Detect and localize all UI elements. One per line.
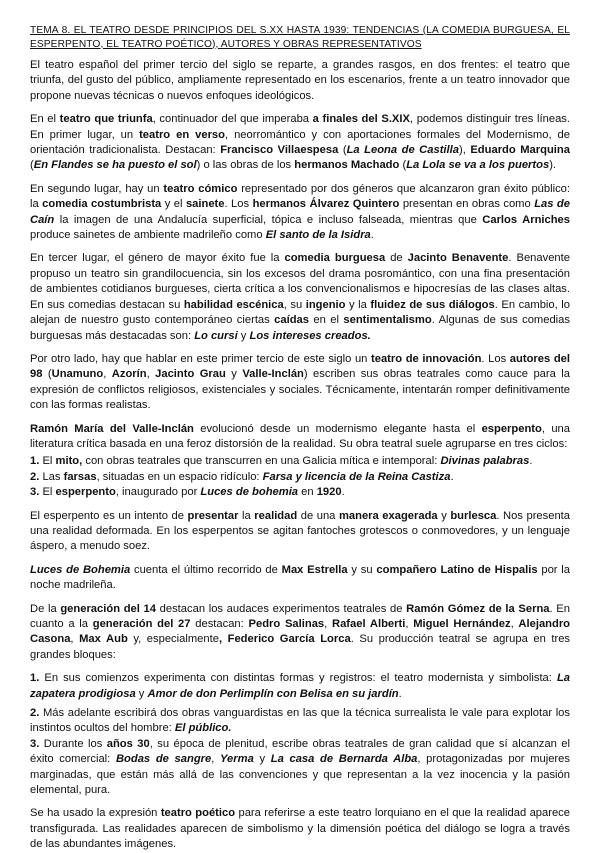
- document-title: TEMA 8. EL TEATRO DESDE PRINCIPIOS DEL S.XX HASTA 1939: TENDENCIAS (LA COMEDIA BURGUESA, EL ESPERPENTO, EL TEATRO POÉTICO), AUTORES Y OBRAS REPRESENTATIVOS: [30, 25, 570, 50]
- list-item-lorca-2: 2. Más adelante escribirá dos obras vanguardistas en las que la técnica surrealista le vale para explotar los instintos ocultos del hombre: El público.: [30, 707, 570, 735]
- paragraph-esperpento: El esperpento es un intento de presentar la realidad de una manera exagerada y burlesca. Nos presenta una realidad deformada. En los esperpentos se agitan fantoches grotescos o conmovedores, y un lenguaje áspero, a menudo soez.: [30, 509, 571, 553]
- paragraph-intro: El teatro español del primer tercio del siglo se reparte, a grandes rasgos, en dos frentes: el teatro que triunfa, del gusto del público, ampliamente representado en los escenarios, frente a un teatro innovador que propone nuevas técnicas o nuevos enfoques ideológicos.: [30, 59, 570, 102]
- list-item-ciclo-3: 3. El esperpento, inaugurado por Luces de bohemia en 1920.: [30, 486, 345, 499]
- paragraph-generaciones: De la generación del 14 destacan los audaces experimentos teatrales de Ramón Gómez de la Serna. En cuanto a la generación del 27 destacan: Pedro Salinas, Rafael Alberti, Miguel Hernández, Alejandro Casona, Max Aub y, especialmente, Federico García Lorca. Su producción teatral se agrupa en tres grandes bloques:: [30, 602, 571, 661]
- paragraph-teatro-innovacion: Por otro lado, hay que hablar en este primer tercio de este siglo un teatro de innovación. Los autores del 98 (Unamuno, Azorín, Jacinto Grau y Valle-Inclán) escriben sus obras teatrales como cauce para la expresión de conflictos religiosos, existenciales y sociales. Técnicamente, intentarán romper definitivamente con las formas realistas.: [30, 352, 570, 412]
- list-item-lorca-1: 1. En sus comienzos experimenta con distintas formas y registros: el teatro modernista y simbolista: La zapatera prodigiosa y Amor de don Perlimplín con Belisa en su jardín.: [30, 672, 570, 700]
- paragraph-teatro-que-triunfa: En el teatro que triunfa, continuador del que imperaba a finales del S.XIX, podemos distinguir tres líneas. En primer lugar, un teatro en verso, neorromántico y con aportaciones formales del Modernismo, de orientación tradicionalista. Destacan: Francisco Villaespesa (La Leona de Castilla), Eduardo Marquina (En Flandes se ha puesto el sol) o las obras de los hermanos Machado (La Lola se va a los puertos).: [30, 113, 570, 172]
- list-item-ciclo-1: 1. El mito, con obras teatrales que transcurren en una Galicia mítica e intemporal: Divinas palabras.: [30, 455, 533, 468]
- paragraph-comedia-burguesa: En tercer lugar, el género de mayor éxito fue la comedia burguesa de Jacinto Benavente. Benavente propuso un teatro sin grandilocuencia, sin los excesos del drama posromántico, con una fina presentación de ambientes cotidianos burgueses, cierta crítica a los convencionalismos e hipocresías de las clases altas. En sus comedias destacan su habilidad escénica, su ingenio y la fluidez de sus diálogos. En cambio, lo alejan de nuestro gusto contemporáneo ciertas caídas en el sentimentalismo. Algunas de sus comedias burguesas más destacadas son: Lo cursi y Los intereses creados.: [30, 252, 570, 342]
- paragraph-luces-de-bohemia: Luces de Bohemia cuenta el último recorrido de Max Estrella y su compañero Latino de Hispalis por la noche madrileña.: [30, 563, 571, 592]
- paragraph-teatro-comico: En segundo lugar, hay un teatro cómico representado por dos géneros que alcanzaron gran éxito público: la comedia costumbrista y el sainete. Los hermanos Álvarez Quintero presentan en obras como Las de Caín la imagen de una Andalucía superficial, tópica e incluso falseada, mientras que Carlos Arniches produce sainetes de ambiente madrileño como El santo de la Isidra.: [30, 182, 571, 242]
- list-item-lorca-3: 3. Durante los años 30, su época de plenitud, escribe obras teatrales de gran calidad que sí alcanzan el éxito comercial: Bodas de sangre, Yerma y La casa de Bernarda Alba, protagonizadas por mujeres marginadas, que están más allá de las convenciones y que representan a la vez inocencia y la pasión elemental, pura.: [30, 737, 570, 797]
- paragraph-valle-inclan: Ramón María del Valle-Inclán evolucionó desde un modernismo elegante hasta el esperpento, una literatura crítica basada en una feroz distorsión de la realidad. Su obra teatral suele agruparse en tres ciclos:: [30, 422, 570, 450]
- paragraph-teatro-poetico: Se ha usado la expresión teatro poético para referirse a este teatro lorquiano en el que la realidad aparece transfigurada. Las realidades aparecen de simbolismo y la dimensión poética del diálogo se logra a través de las abundantes imágenes.: [30, 807, 570, 851]
- list-item-ciclo-2: 2. Las farsas, situadas en un espacio ridículo: Farsa y licencia de la Reina Castiza.: [30, 470, 454, 483]
